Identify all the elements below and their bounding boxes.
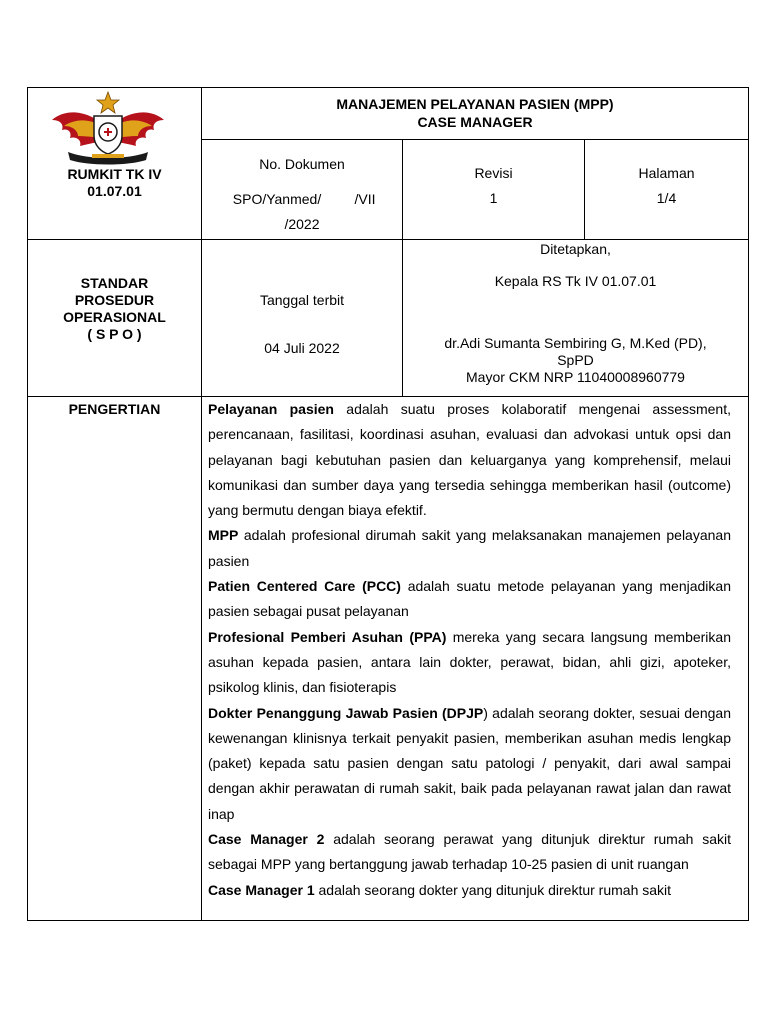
definition-text: ) adalah seorang dokter, sesuai dengan kewenangan klinisnya terkait penyakit pasien, memberikan asuhan medis lengkap (paket) kepada satu pasien dengan satu patologi / penyakit, dari awal sampai dengan akhir perawatan di rumah sakit, baik pada pelayanan rawat jalan dan rawat inap bbox=[208, 704, 731, 822]
pengertian-definitions bbox=[208, 397, 731, 903]
definition-item bbox=[208, 397, 731, 523]
definition-item bbox=[208, 827, 731, 878]
halaman-value: 1/4 bbox=[656, 190, 677, 206]
spo-label-line1: STANDAR bbox=[80, 275, 149, 291]
table-column-divider bbox=[201, 87, 202, 921]
definition-item bbox=[208, 625, 731, 701]
pengertian-label: PENGERTIAN bbox=[68, 401, 161, 417]
no-dokumen-value-part1: SPO/Yanmed/ bbox=[232, 191, 322, 207]
institution-code: 01.07.01 bbox=[87, 183, 142, 199]
definition-term: Profesional Pemberi Asuhan (PPA) bbox=[208, 628, 447, 645]
row-divider-header bbox=[27, 239, 749, 240]
spo-label-line3: OPERASIONAL bbox=[63, 309, 166, 325]
kepala-rs-text: Kepala RS Tk IV 01.07.01 bbox=[494, 273, 657, 289]
tanggal-terbit-value: 04 Juli 2022 bbox=[264, 340, 340, 356]
table-border-right bbox=[748, 87, 749, 921]
signer-name-line2: SpPD bbox=[557, 352, 594, 368]
definition-text: adalah seorang dokter yang ditunjuk direktur rumah sakit bbox=[314, 881, 672, 898]
row-divider-title bbox=[201, 139, 749, 140]
definition-item bbox=[208, 701, 731, 827]
definition-term: Case Manager 1 bbox=[208, 881, 315, 898]
spo-label-line4: ( S P O ) bbox=[87, 326, 142, 342]
definition-term: Dokter Penanggung Jawab Pasien (DPJP bbox=[208, 704, 484, 721]
signer-rank: Mayor CKM NRP 11040008960779 bbox=[466, 369, 685, 385]
definition-item bbox=[208, 523, 731, 574]
halaman-label: Halaman bbox=[638, 165, 695, 181]
document-title-line2: CASE MANAGER bbox=[417, 114, 533, 130]
definition-text: adalah profesional dirumah sakit yang melaksanakan manajemen pelayanan pasien bbox=[208, 527, 731, 569]
table-border-top bbox=[27, 87, 749, 88]
definition-text: mereka yang secara langsung memberikan asuhan kepada pasien, antara lain dokter, perawat, bidan, ahli gizi, apoteker, psikolog klinis, dan fisioterapis bbox=[208, 628, 731, 696]
document-title-line1: MANAJEMEN PELAYANAN PASIEN (MPP) bbox=[336, 96, 614, 112]
revisi-value: 1 bbox=[489, 190, 498, 206]
definition-term: Pelayanan pasien bbox=[208, 401, 334, 417]
definition-item bbox=[208, 574, 731, 625]
definition-term: Patien Centered Care (PCC) bbox=[208, 578, 401, 595]
no-dokumen-value-part2: /VII bbox=[354, 191, 376, 207]
ditetapkan-text: Ditetapkan, bbox=[540, 241, 611, 257]
definition-item bbox=[208, 878, 731, 903]
definition-term: MPP bbox=[208, 527, 239, 544]
definition-text: adalah seorang perawat yang ditunjuk direktur rumah sakit sebagai MPP yang bertanggung jawab terhadap 10-25 pasien di unit ruangan bbox=[208, 831, 731, 873]
revisi-label: Revisi bbox=[474, 165, 513, 181]
signer-name-line1: dr.Adi Sumanta Sembiring G, M.Ked (PD), bbox=[444, 335, 707, 351]
spo-label-line2: PROSEDUR bbox=[74, 292, 155, 308]
institution-name: RUMKIT TK IV bbox=[67, 166, 162, 182]
table-border-left bbox=[27, 87, 28, 921]
definition-text: adalah suatu proses kolaboratif mengenai assessment, perencanaan, fasilitasi, koordinasi asuhan, evaluasi dan advokasi untuk opsi dan pelayanan bagi kebutuhan pasien dan keluarganya yang komprehensif, melaui komunikasi dan sumber daya yang tersedia sehingga memberikan hasil (outcome) yang bermutu dengan biaya efektif. bbox=[208, 401, 731, 519]
table-border-bottom bbox=[27, 920, 749, 921]
tanggal-terbit-label: Tanggal terbit bbox=[259, 292, 345, 308]
hospital-emblem-icon bbox=[48, 90, 168, 166]
no-dokumen-value-part3: /2022 bbox=[284, 216, 320, 232]
definition-term: Case Manager 2 bbox=[208, 831, 325, 848]
no-dokumen-label: No. Dokumen bbox=[259, 156, 345, 172]
definition-text: adalah suatu metode pelayanan yang menjadikan pasien sebagai pusat pelayanan bbox=[208, 578, 731, 620]
